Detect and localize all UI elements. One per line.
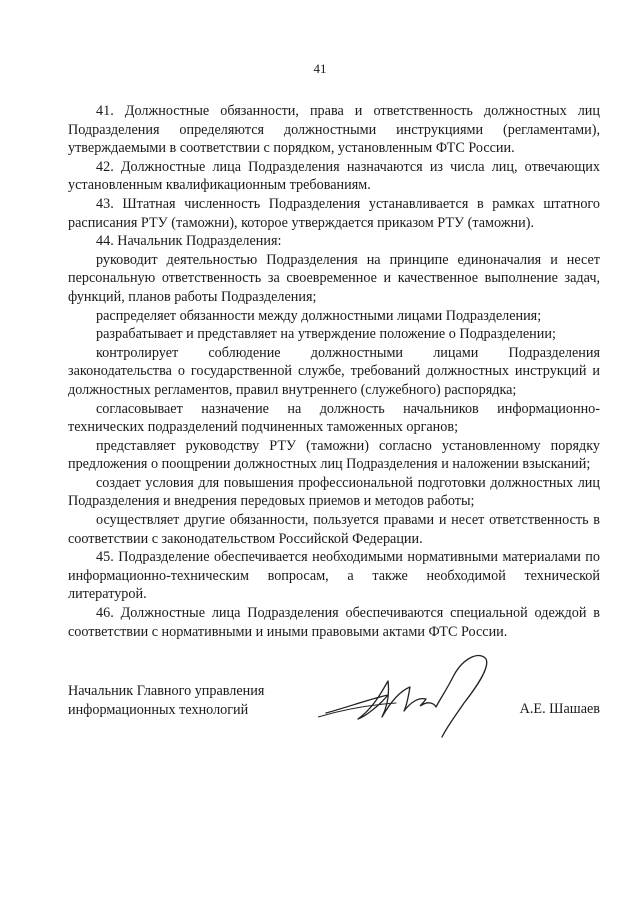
paragraph-41: 41. Должностные обязанности, права и ответственность должностных лиц Подразделения определяются должностными инструкциями (регламентами), утверждаемыми в соответствии с порядком, установленным ФТС России. [68,103,600,157]
duty-item: контролирует соблюдение должностными лицами Подразделения законодательства о государственной службе, требований должностных инструкций и должностных регламентов, правил внутреннего (служебного) распорядка; [68,344,600,398]
paragraph-42: 42. Должностные лица Подразделения назначаются из числа лиц, отвечающих установленным квалификационным требованиям. [68,158,600,194]
paragraph-46: 46. Должностные лица Подразделения обеспечиваются специальной одеждой в соответствии с нормативными и иными правовыми актами ФТС России. [68,605,600,640]
duty-item: согласовывает назначение на должность начальников информационно-технических подразделений подчиненных таможенных органов; [68,400,600,436]
document-body [68,102,600,641]
signatory-position [68,682,288,719]
duty-item: руководит деятельностью Подразделения на принципе единоначалия и несет персональную ответственность за своевременное и качественное выполнение задач, функций, планов работы Подразделения; [68,251,600,305]
paragraph-43: 43. Штатная численность Подразделения устанавливается в рамках штатного расписания РТУ (таможни), которое утверждается приказом РТУ (таможни). [68,195,600,231]
paragraph-44: 44. Начальник Подразделения: [96,233,282,250]
signatory-position-line: информационных технологий [68,701,249,718]
paragraph-45: 45. Подразделение обеспечивается необходимыми нормативными материалами по информационно-техническим вопросам, а также необходимой технической литературой. [68,549,600,603]
duty-item: распределяет обязанности между должностными лицами Подразделения; [96,307,542,324]
duty-item: осуществляет другие обязанности, пользуется правами и несет ответственность в соответствии с законодательством Российской Федерации. [68,512,600,547]
handwritten-signature [318,645,508,740]
signatory-name: А.Е. Шашаев [519,701,600,717]
duty-item: создает условия для повышения профессиональной подготовки должностных лиц Подразделения и внедрения передовых приемов и методов работы; [68,474,600,510]
signatory-position-line: Начальник Главного управления [68,683,265,699]
page-number: 41 [313,61,327,76]
duty-item: представляет руководству РТУ (таможни) согласно установленному порядку предложения о поощрении должностных лиц Подразделения и наложении взысканий; [68,437,600,473]
duty-item: разрабатывает и представляет на утверждение положение о Подразделении; [96,326,556,343]
